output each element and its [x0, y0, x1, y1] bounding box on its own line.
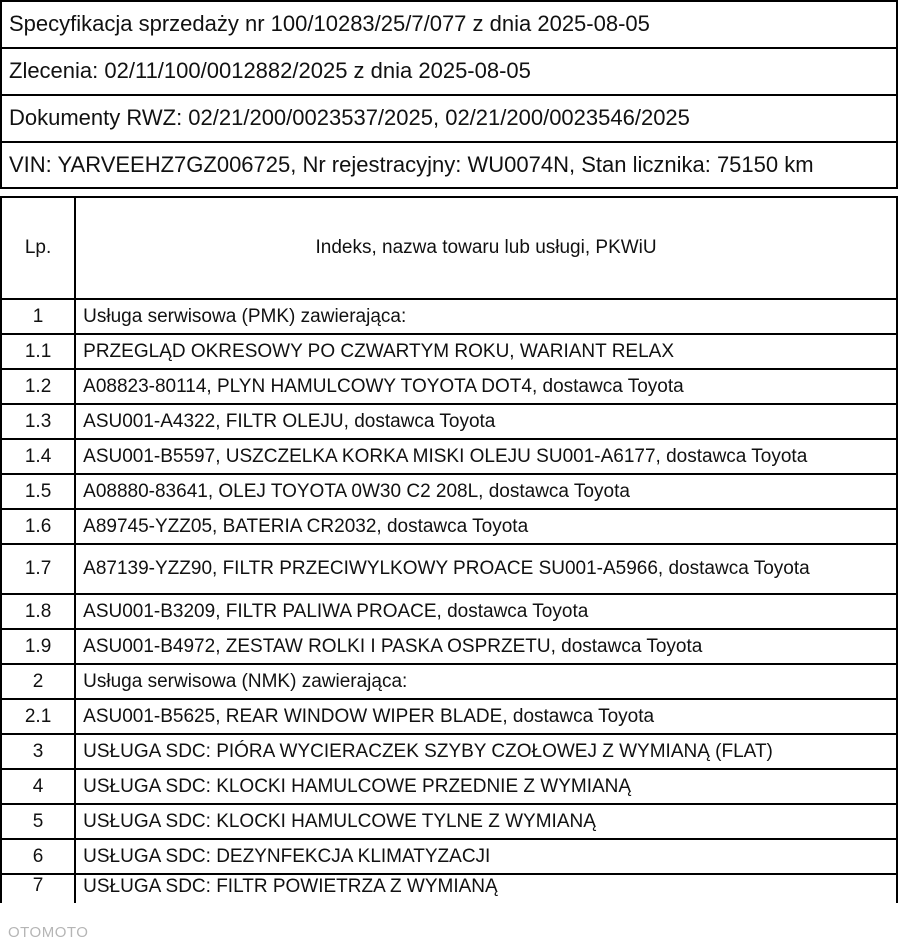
row-name: ASU001-B3209, FILTR PALIWA PROACE, dostawca Toyota	[75, 594, 897, 629]
row-lp: 5	[1, 804, 75, 839]
row-lp: 4	[1, 769, 75, 804]
column-header-lp: Lp.	[1, 197, 75, 299]
table-row	[1, 594, 897, 629]
row-name: USŁUGA SDC: PIÓRA WYCIERACZEK SZYBY CZOŁOWEJ Z WYMIANĄ (FLAT)	[75, 734, 897, 769]
row-name: Usługa serwisowa (NMK) zawierająca:	[75, 664, 897, 699]
row-lp: 6	[1, 839, 75, 874]
row-name: A87139-YZZ90, FILTR PRZECIWYLKOWY PROACE SU001-A5966, dostawca Toyota	[75, 544, 897, 594]
specification-title: Specyfikacja sprzedaży nr 100/10283/25/7/077 z dnia 2025-08-05	[0, 0, 898, 47]
row-name: PRZEGLĄD OKRESOWY PO CZWARTYM ROKU, WARIANT RELAX	[75, 334, 897, 369]
table-row	[1, 474, 897, 509]
row-lp: 1.9	[1, 629, 75, 664]
table-header-row	[1, 197, 897, 299]
row-name: A89745-YZZ05, BATERIA CR2032, dostawca Toyota	[75, 509, 897, 544]
row-name: USŁUGA SDC: KLOCKI HAMULCOWE TYLNE Z WYMIANĄ	[75, 804, 897, 839]
watermark-logo: OTOMOTO	[8, 924, 89, 941]
row-name: A08880-83641, OLEJ TOYOTA 0W30 C2 208L, dostawca Toyota	[75, 474, 897, 509]
table-row	[1, 544, 897, 594]
table-row	[1, 439, 897, 474]
row-name: USŁUGA SDC: DEZYNFEKCJA KLIMATYZACJI	[75, 839, 897, 874]
row-lp: 1.6	[1, 509, 75, 544]
row-lp: 1.8	[1, 594, 75, 629]
row-lp: 2.1	[1, 699, 75, 734]
specification-table	[0, 196, 898, 903]
vehicle-info-line: VIN: YARVEEHZ7GZ006725, Nr rejestracyjny: WU0074N, Stan licznika: 75150 km	[0, 141, 898, 189]
row-name: Usługa serwisowa (PMK) zawierająca:	[75, 299, 897, 334]
table-row	[1, 839, 897, 874]
table-row	[1, 509, 897, 544]
table-row	[1, 699, 897, 734]
row-lp: 1.5	[1, 474, 75, 509]
table-row	[1, 299, 897, 334]
row-lp: 1.1	[1, 334, 75, 369]
row-lp: 1.7	[1, 544, 75, 594]
document-header	[0, 0, 898, 189]
row-name: USŁUGA SDC: KLOCKI HAMULCOWE PRZEDNIE Z WYMIANĄ	[75, 769, 897, 804]
row-lp: 3	[1, 734, 75, 769]
row-name: ASU001-B5625, REAR WINDOW WIPER BLADE, dostawca Toyota	[75, 699, 897, 734]
row-lp: 2	[1, 664, 75, 699]
column-header-name: Indeks, nazwa towaru lub usługi, PKWiU	[75, 197, 897, 299]
rwz-documents-line: Dokumenty RWZ: 02/21/200/0023537/2025, 02/21/200/0023546/2025	[0, 94, 898, 141]
row-lp: 7	[1, 874, 75, 903]
row-lp: 1.4	[1, 439, 75, 474]
row-name: ASU001-B5597, USZCZELKA KORKA MISKI OLEJU SU001-A6177, dostawca Toyota	[75, 439, 897, 474]
orders-line: Zlecenia: 02/11/100/0012882/2025 z dnia 2025-08-05	[0, 47, 898, 94]
row-lp: 1.3	[1, 404, 75, 439]
row-name: A08823-80114, PLYN HAMULCOWY TOYOTA DOT4, dostawca Toyota	[75, 369, 897, 404]
table-row	[1, 874, 897, 903]
table-row	[1, 804, 897, 839]
row-name: USŁUGA SDC: FILTR POWIETRZA Z WYMIANĄ	[75, 874, 897, 903]
table-row	[1, 629, 897, 664]
table-row	[1, 369, 897, 404]
table-row	[1, 404, 897, 439]
table-row	[1, 734, 897, 769]
row-name: ASU001-B4972, ZESTAW ROLKI I PASKA OSPRZETU, dostawca Toyota	[75, 629, 897, 664]
table-row	[1, 664, 897, 699]
table-row	[1, 769, 897, 804]
row-name: ASU001-A4322, FILTR OLEJU, dostawca Toyota	[75, 404, 897, 439]
row-lp: 1.2	[1, 369, 75, 404]
table-row	[1, 334, 897, 369]
row-lp: 1	[1, 299, 75, 334]
